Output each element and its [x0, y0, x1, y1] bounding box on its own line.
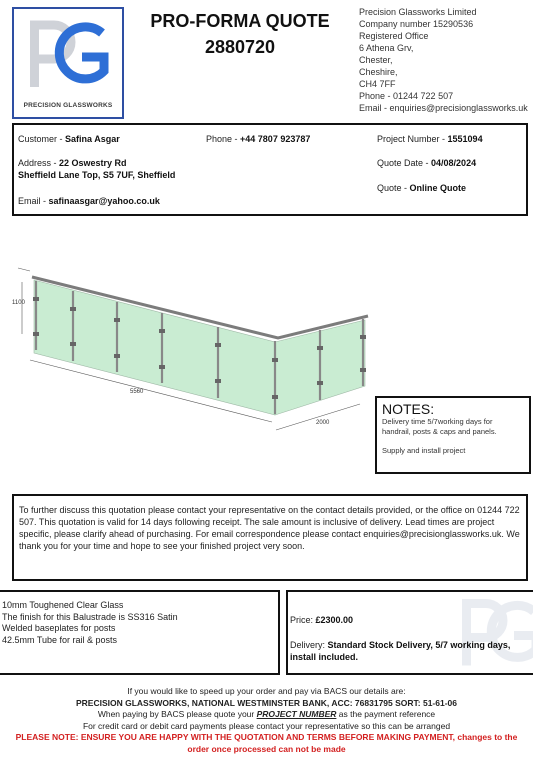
quote-type-value: Online Quote [409, 183, 467, 193]
return-dimension: 2000 [316, 420, 330, 426]
payment-footer [0, 686, 533, 755]
customer-name-label: Customer - [18, 134, 66, 144]
specification-box [0, 590, 280, 675]
company-line: Chester, [359, 55, 393, 65]
price-label: Price: [290, 615, 316, 625]
quote-type [377, 182, 466, 194]
project-number [377, 133, 483, 145]
notes-line: handrail, posts & caps and panels. [382, 427, 497, 436]
balustrade-drawing [10, 262, 370, 437]
footer-line: If you would like to speed up your order and pay via BACS our details are: [127, 686, 406, 696]
company-line: Precision Glassworks Limited [359, 7, 477, 17]
footer-line: For credit card or debit card payments please contact your representative so this can be arranged [82, 720, 451, 731]
footer-line [0, 709, 533, 721]
warning-line: order once processed can not be made [187, 743, 346, 754]
address-line: 22 Oswestry Rd [59, 158, 127, 168]
footer-text: as the payment reference [336, 709, 436, 719]
quote-date [377, 157, 476, 169]
company-line: Email - enquiries@precisionglassworks.uk [359, 103, 528, 113]
footer-text: When paying by BACS please quote your [97, 709, 257, 719]
spec-line: 10mm Toughened Clear Glass [2, 600, 124, 610]
date-label: Quote Date - [377, 158, 432, 168]
address-line: Sheffield Lane Top, S5 7UF, Sheffield [18, 170, 176, 180]
price-box [286, 590, 533, 675]
terms-text: To further discuss this quotation please contact your representative on the contact details provided, or the office on 01244 722 507. This quotation is valid for 14 days following receipt. The sale amount is inclusive of delivery. Lead times are project specific, please clarify ahead of purchasing. For email correspondence please contact enquiries@precisionglassworks.uk. We thank you for your time and hope to see your finished project very soon. [19, 505, 520, 551]
delivery-label: Delivery: [290, 640, 328, 650]
project-label: Project Number - [377, 134, 448, 144]
customer-details-box [12, 123, 528, 216]
spec-line: The finish for this Balustrade is SS316 Satin [2, 611, 178, 622]
email-value: safinaasgar@yahoo.co.uk [48, 196, 160, 206]
notes-line: Delivery time 5/7working days for [382, 417, 493, 426]
customer-name-value: Safina Asgar [65, 134, 120, 144]
company-line: 6 Athena Grv, [359, 43, 414, 53]
phone-value: +44 7807 923787 [240, 134, 311, 144]
customer-phone [206, 133, 310, 145]
customer-email [18, 195, 160, 207]
notes-line: Supply and install project [382, 446, 466, 455]
quote-type-label: Quote - [377, 183, 410, 193]
date-value: 04/08/2024 [431, 158, 477, 168]
bank-details: PRECISION GLASSWORKS, NATIONAL WESTMINSTER BANK, ACC: 76831795 SORT: 51-61-06 [76, 697, 457, 708]
company-line: Registered Office [359, 31, 429, 41]
delivery-value: Standard Stock Delivery, 5/7 working days, install included. [290, 640, 511, 662]
pg-logo-icon [24, 19, 114, 94]
spec-line: 42.5mm Tube for rail & posts [2, 634, 118, 645]
company-logo [12, 7, 124, 119]
logo-text: PRECISION GLASSWORKS [23, 102, 113, 109]
customer-address [18, 157, 175, 181]
company-line: Cheshire, [359, 67, 398, 77]
quote-number: 2880720 [204, 37, 276, 57]
price-value: £2300.00 [315, 615, 354, 625]
notes-title: NOTES: [382, 401, 435, 417]
spec-line: Welded baseplates for posts [2, 623, 116, 633]
project-value: 1551094 [447, 134, 483, 144]
email-label: Email - [18, 196, 49, 206]
company-line: Company number 15290536 [359, 19, 474, 29]
company-details [359, 6, 528, 114]
glass-run-long [34, 280, 275, 415]
title-line: PRO-FORMA QUOTE [150, 11, 330, 31]
project-number-emphasis: PROJECT NUMBER [256, 709, 337, 719]
height-dimension: 1100 [12, 300, 25, 306]
company-line: CH4 7FF [359, 79, 396, 89]
delivery [290, 639, 526, 663]
customer-name [18, 133, 120, 145]
notes-box [375, 396, 531, 474]
page-title [130, 8, 350, 60]
length-dimension: 5560 [130, 389, 144, 395]
address-label: Address - [18, 158, 60, 168]
company-line: Phone - 01244 722 507 [359, 91, 454, 101]
terms-box [12, 494, 528, 581]
phone-label: Phone - [206, 134, 241, 144]
warning-line: PLEASE NOTE: ENSURE YOU ARE HAPPY WITH THE QUOTATION AND TERMS BEFORE MAKING PAYMENT, changes to the [15, 732, 518, 742]
